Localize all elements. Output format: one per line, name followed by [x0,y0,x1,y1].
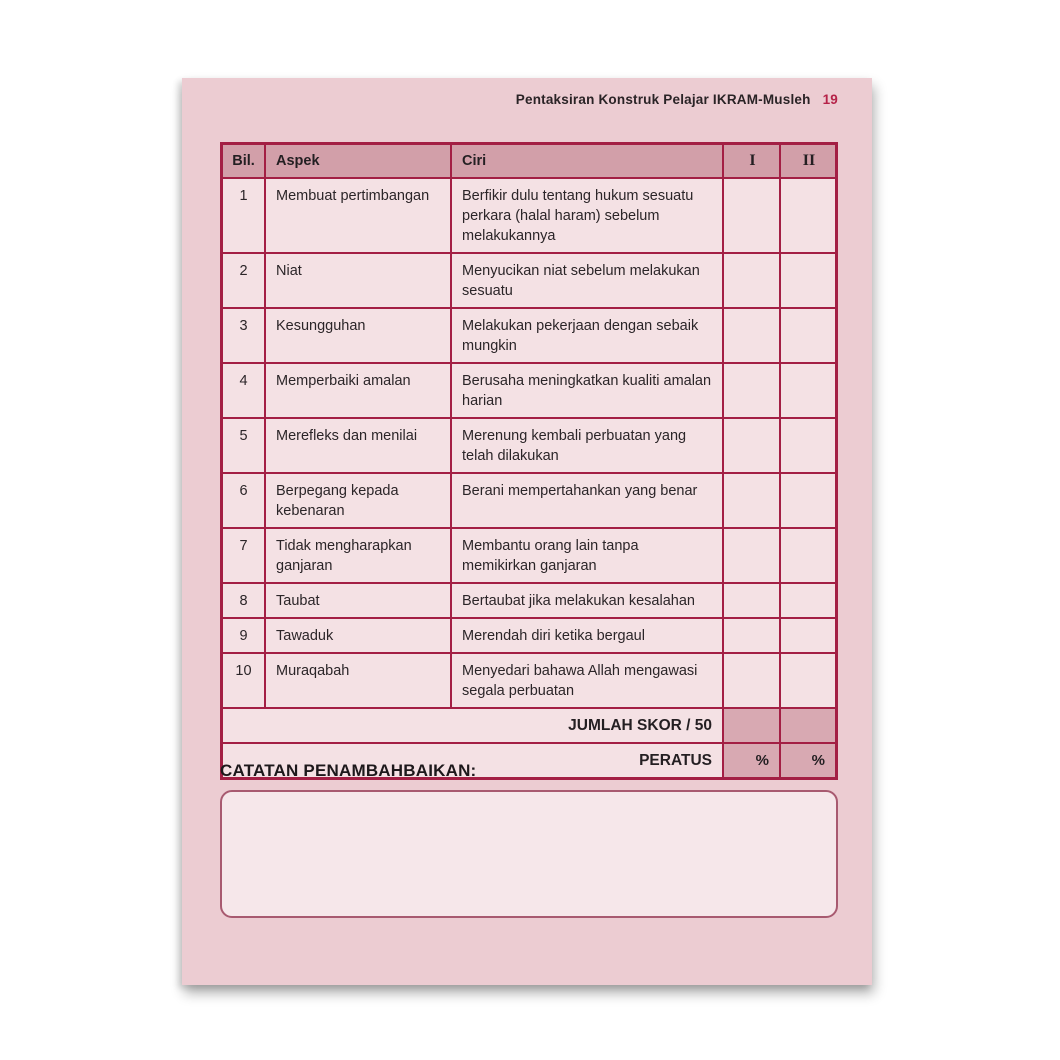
page-number: 19 [822,92,838,107]
table-row [223,364,835,419]
jumlah-skor-row [223,709,835,744]
row-ciri: Berani mempertahankan yang benar [452,474,724,527]
score-cell-ii[interactable] [781,309,835,362]
assessment-form-page [182,78,872,985]
table-row [223,419,835,474]
score-cell-ii[interactable] [781,584,835,617]
score-cell-i[interactable] [724,179,781,252]
score-cell-i[interactable] [724,584,781,617]
row-bil: 2 [223,254,266,307]
row-aspek: Taubat [266,584,452,617]
score-cell-i[interactable] [724,654,781,707]
row-aspek: Berpegang kepada kebenaran [266,474,452,527]
row-ciri: Berusaha meningkatkan kualiti amalan harian [452,364,724,417]
table-row [223,654,835,709]
row-bil: 10 [223,654,266,707]
row-ciri: Bertaubat jika melakukan kesalahan [452,584,724,617]
row-ciri: Menyedari bahawa Allah mengawasi segala perbuatan [452,654,724,707]
row-ciri: Berfikir dulu tentang hukum sesuatu perkara (halal haram) sebelum melakukannya [452,179,724,252]
table-row [223,584,835,619]
row-aspek: Memperbaiki amalan [266,364,452,417]
jumlah-score-cell-ii[interactable] [781,709,835,742]
row-aspek: Kesungguhan [266,309,452,362]
header-ciri: Ciri [452,145,724,177]
score-cell-i[interactable] [724,619,781,652]
catatan-input-box[interactable] [220,790,838,918]
jumlah-skor-label: JUMLAH SKOR / 50 [223,709,724,742]
row-bil: 8 [223,584,266,617]
row-ciri: Membantu orang lain tanpa memikirkan ganjaran [452,529,724,582]
score-cell-i[interactable] [724,254,781,307]
table-header-row [223,145,835,179]
peratus-cell-ii[interactable]: % [781,744,835,777]
table-row [223,309,835,364]
score-cell-ii[interactable] [781,254,835,307]
row-bil: 4 [223,364,266,417]
score-cell-i[interactable] [724,309,781,362]
score-cell-ii[interactable] [781,474,835,527]
header-col-i: I [724,145,781,177]
row-aspek: Muraqabah [266,654,452,707]
peratus-cell-i[interactable]: % [724,744,781,777]
table-row [223,619,835,654]
score-cell-ii[interactable] [781,179,835,252]
assessment-table [220,142,838,780]
header-col-ii: II [781,145,835,177]
row-ciri: Merenung kembali perbuatan yang telah dilakukan [452,419,724,472]
jumlah-score-cell-i[interactable] [724,709,781,742]
score-cell-i[interactable] [724,529,781,582]
score-cell-ii[interactable] [781,364,835,417]
row-bil: 5 [223,419,266,472]
header-aspek: Aspek [266,145,452,177]
row-bil: 7 [223,529,266,582]
row-aspek: Niat [266,254,452,307]
score-cell-ii[interactable] [781,419,835,472]
row-ciri: Melakukan pekerjaan dengan sebaik mungkin [452,309,724,362]
row-bil: 6 [223,474,266,527]
table-row [223,254,835,309]
row-aspek: Tawaduk [266,619,452,652]
header-bil: Bil. [223,145,266,177]
score-cell-ii[interactable] [781,654,835,707]
row-bil: 3 [223,309,266,362]
row-ciri: Menyucikan niat sebelum melakukan sesuatu [452,254,724,307]
row-aspek: Merefleks dan menilai [266,419,452,472]
table-row [223,179,835,254]
row-aspek: Tidak mengharapkan ganjaran [266,529,452,582]
score-cell-i[interactable] [724,474,781,527]
score-cell-ii[interactable] [781,529,835,582]
table-row [223,529,835,584]
catatan-heading: CATATAN PENAMBAHBAIKAN: [220,761,477,780]
score-cell-ii[interactable] [781,619,835,652]
running-header [516,92,838,107]
score-cell-i[interactable] [724,419,781,472]
table-row [223,474,835,529]
score-cell-i[interactable] [724,364,781,417]
running-header-title: Pentaksiran Konstruk Pelajar IKRAM-Musleh [515,92,811,107]
row-aspek: Membuat pertimbangan [266,179,452,252]
row-bil: 1 [223,179,266,252]
peratus-label: PERATUS [223,744,724,777]
row-bil: 9 [223,619,266,652]
row-ciri: Merendah diri ketika bergaul [452,619,724,652]
